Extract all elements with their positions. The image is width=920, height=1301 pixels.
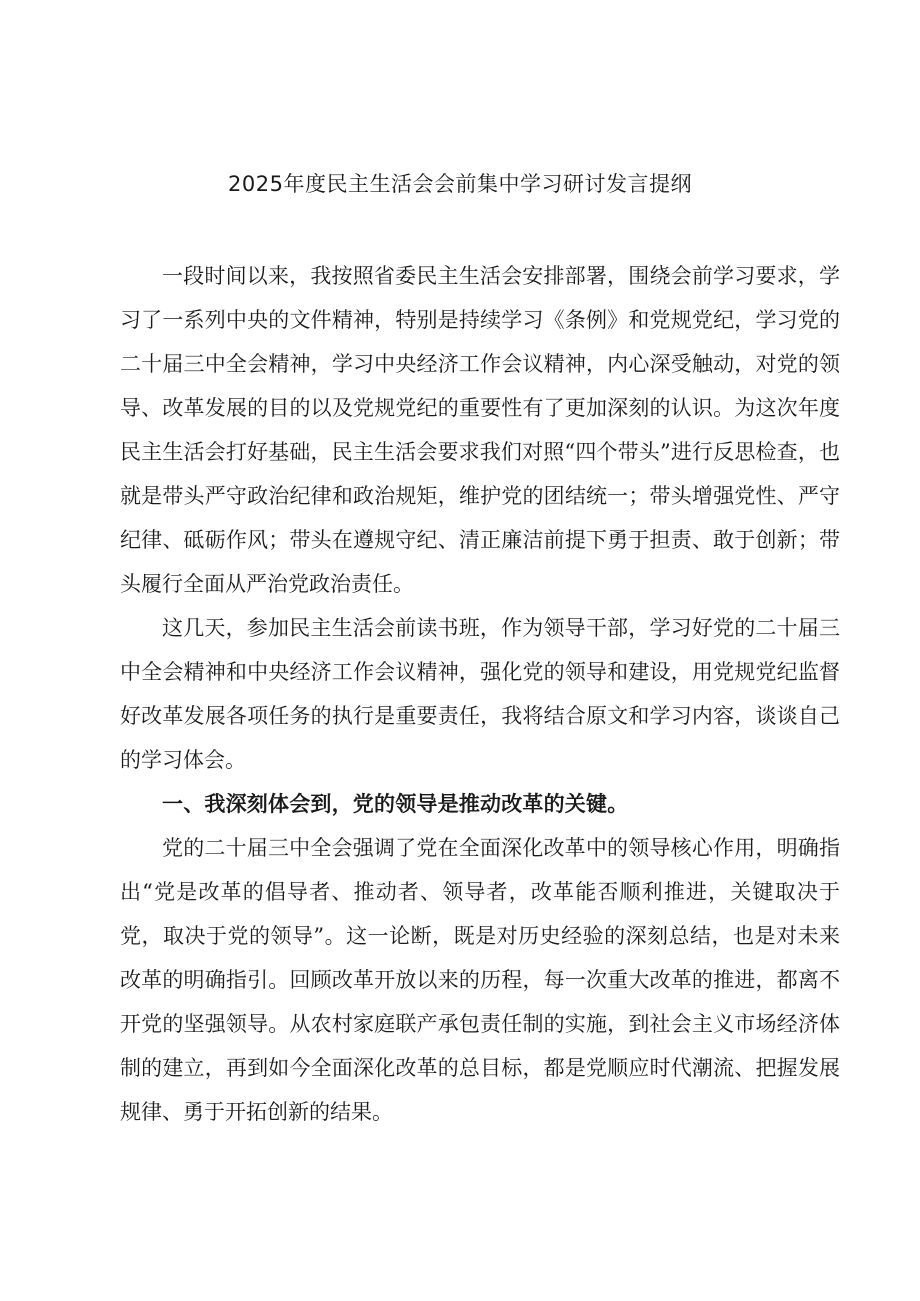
paragraph-study-context: 这几天，参加民主生活会前读书班，作为领导干部，学习好党的二十届三中全会精神和中央经济工作会议精神，强化党的领导和建设，用党规党纪监督好改革发展各项任务的执行是重要责任，我将结合原文和学习内容，谈谈自己的学习体会。 [120, 616, 840, 772]
paragraph-intro: 一段时间以来，我按照省委民主生活会安排部署，围绕会前学习要求，学习了一系列中央的文件精神，特别是持续学习《条例》和党规党纪，学习党的二十届三中全会精神，学习中央经济工作会议精神，内心深受触动，对党的领导、改革发展的目的以及党规党纪的重要性有了更加深刻的认识。为这次年度民主生活会打好基础，民主生活会要求我们对照“四个带头”进行反思检查，也就是带头严守政治纪律和政治规矩，维护党的团结统一；带头增强党性、严守纪律、砥砺作风；带头在遵规守纪、清正廉洁前提下勇于担责、敢于创新；带头履行全面从严治党政治责任。 [120, 264, 840, 596]
section-heading-1: 一、我深刻体会到，党的领导是推动改革的关键。 [162, 792, 629, 816]
document-title: 2025年度民主生活会会前集中学习研讨发言提纲 [228, 172, 692, 196]
document-body [120, 254, 840, 1134]
paragraph-section-1: 党的二十届三中全会强调了党在全面深化改革中的领导核心作用，明确指出“党是改革的倡导者、推动者、领导者，改革能否顺利推进，关键取决于党，取决于党的领导”。这一论断，既是对历史经验的深刻总结，也是对未来改革的明确指引。回顾改革开放以来的历程，每一次重大改革的推进，都离不开党的坚强领导。从农村家庭联产承包责任制的实施，到社会主义市场经济体制的建立，再到如今全面深化改革的总目标，都是党顺应时代潮流、把握发展规律、勇于开拓创新的结果。 [120, 836, 840, 1124]
